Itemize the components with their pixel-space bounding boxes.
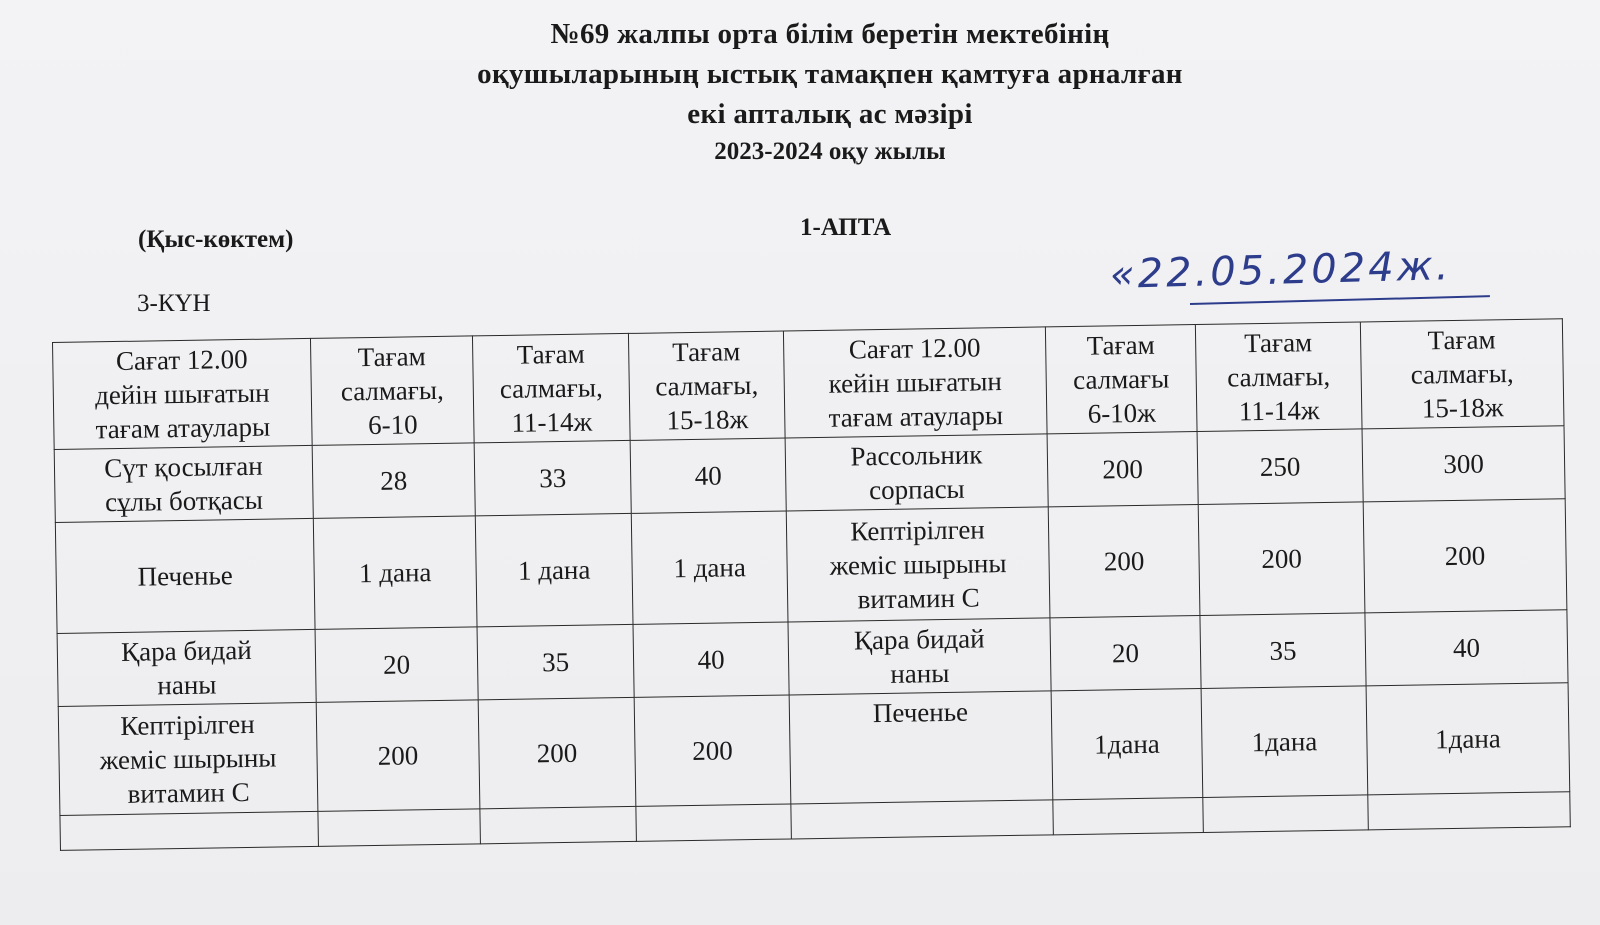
header-text-line: Тағам — [1086, 329, 1155, 361]
portion-weight-cell: 35 — [477, 624, 634, 699]
header-text-line: Тағам — [357, 341, 426, 373]
header-text-line: Сағат 12.00 — [115, 343, 248, 376]
header-text-line: тағам атаулары — [95, 411, 271, 445]
dish-name-line: Қара бидай — [853, 623, 985, 656]
document-title — [0, 14, 1600, 170]
portion-weight-cell: 33 — [474, 440, 631, 515]
empty-cell — [480, 806, 637, 843]
dish-name-line: наны — [157, 669, 217, 701]
dish-name-line: Сүт қосылған — [104, 450, 263, 484]
dish-name-line: Рассольник — [850, 439, 983, 472]
dish-name-after-noon — [788, 618, 1051, 695]
dish-name-line: Қара бидай — [120, 634, 252, 667]
empty-cell — [1368, 792, 1571, 830]
menu-table — [52, 318, 1571, 851]
header-text-line: Тағам — [1243, 327, 1313, 359]
portion-weight-cell: 1 дана — [313, 516, 477, 630]
header-text-line: 11-14ж — [1238, 395, 1320, 427]
dish-name-before-noon — [58, 702, 318, 815]
empty-cell — [791, 800, 1054, 839]
portion-weight-cell: 20 — [315, 627, 478, 703]
header-text-line: салмағы, — [1227, 360, 1331, 393]
header-text-line: 15-18ж — [666, 404, 749, 436]
empty-cell — [1053, 797, 1204, 834]
portion-weight-cell: 200 — [1198, 502, 1365, 616]
title-line-3: екі апталық ас мәзірі — [687, 98, 973, 130]
header-text-line: салмағы, — [340, 374, 444, 407]
header-weight-11-14 — [472, 333, 630, 442]
header-text-line: Тағам — [1427, 324, 1496, 356]
portion-weight-cell: 1 дана — [631, 511, 788, 624]
dish-name-before-noon — [57, 629, 316, 706]
dish-name-line: жеміс шырыны — [829, 548, 1007, 581]
dish-name-after-noon — [789, 691, 1053, 804]
handwritten-date: «22.05.2024ж. — [1109, 243, 1452, 298]
dish-name-line: Кептірілген — [120, 708, 255, 741]
header-text-line: дейін шығатын — [94, 377, 270, 411]
empty-cell — [636, 804, 792, 841]
header-weight-11-14-after — [1195, 322, 1362, 432]
date-underline — [1190, 295, 1490, 305]
dish-name-after-noon — [785, 434, 1048, 511]
header-text-line: кейін шығатын — [828, 366, 1003, 399]
dish-name-line: Печенье — [872, 696, 969, 729]
dish-name-after-noon — [786, 507, 1050, 622]
portion-weight-cell: 28 — [312, 443, 475, 519]
header-after-noon-dish — [783, 327, 1047, 438]
portion-weight-cell: 35 — [1200, 613, 1366, 689]
header-text-line: Тағам — [672, 336, 741, 368]
portion-weight-cell: 300 — [1362, 426, 1565, 502]
dish-name-line: жеміс шырыны — [99, 742, 277, 776]
dish-name-line: Печенье — [137, 560, 233, 592]
header-text-line: Тағам — [516, 338, 585, 370]
dish-name-line: витамин С — [127, 776, 250, 809]
portion-weight-cell: 200 — [316, 700, 480, 812]
header-weight-15-18 — [628, 331, 785, 440]
empty-cell — [318, 809, 481, 847]
portion-weight-cell: 200 — [1048, 505, 1200, 618]
dish-name-line: сұлы ботқасы — [104, 484, 264, 518]
dish-name-line: Кептірілген — [850, 514, 985, 547]
portion-weight-cell: 200 — [1047, 432, 1198, 507]
header-weight-6-10-after — [1045, 325, 1197, 434]
title-school-year: 2023-2024 оқу жылы — [714, 138, 946, 165]
header-text-line: салмағы — [1072, 363, 1170, 395]
menu-table-wrapper — [52, 318, 1570, 851]
portion-weight-cell: 200 — [1363, 499, 1567, 613]
header-text-line: салмағы, — [655, 369, 759, 402]
header-text-line: 11-14ж — [511, 406, 593, 438]
day-label: 3-КҮН — [137, 290, 211, 317]
portion-weight-cell: 1дана — [1366, 683, 1570, 795]
header-text-line: 15-18ж — [1421, 392, 1504, 424]
portion-weight-cell: 1дана — [1051, 688, 1203, 799]
dish-name-line: витамин С — [857, 582, 980, 615]
header-text-line: тағам атаулары — [828, 400, 1004, 433]
title-line-2: оқушыларының ыстық тамақпен қамтуға арналған — [477, 58, 1183, 90]
portion-weight-cell: 250 — [1197, 429, 1363, 505]
portion-weight-cell: 200 — [478, 697, 636, 808]
portion-weight-cell: 200 — [634, 695, 791, 806]
header-text-line: 6-10ж — [1087, 397, 1157, 429]
empty-cell — [1203, 795, 1369, 833]
header-before-noon-dish — [53, 338, 313, 449]
title-line-1: №69 жалпы орта білім беретін мектебінің — [550, 18, 1110, 50]
header-text-line: салмағы, — [499, 372, 603, 404]
empty-cell — [60, 811, 319, 850]
dish-name-line: сорпасы — [868, 473, 965, 506]
header-text-line: салмағы, — [1410, 358, 1514, 390]
portion-weight-cell: 40 — [1365, 610, 1568, 686]
header-text-line: Сағат 12.00 — [848, 332, 981, 365]
portion-weight-cell: 40 — [633, 622, 789, 697]
portion-weight-cell: 1дана — [1201, 686, 1368, 798]
header-weight-6-10 — [310, 336, 474, 446]
portion-weight-cell: 1 дана — [475, 513, 633, 626]
header-weight-15-18-after — [1360, 319, 1564, 429]
dish-name-line: наны — [890, 657, 950, 689]
portion-weight-cell: 40 — [630, 438, 786, 513]
header-text-line: 6-10 — [367, 409, 418, 441]
season-label: (Қыс-көктем) — [138, 226, 294, 253]
week-label: 1-АПТА — [800, 214, 892, 241]
dish-name-before-noon — [54, 445, 313, 522]
dish-name-before-noon — [55, 518, 315, 633]
portion-weight-cell: 20 — [1050, 616, 1201, 691]
